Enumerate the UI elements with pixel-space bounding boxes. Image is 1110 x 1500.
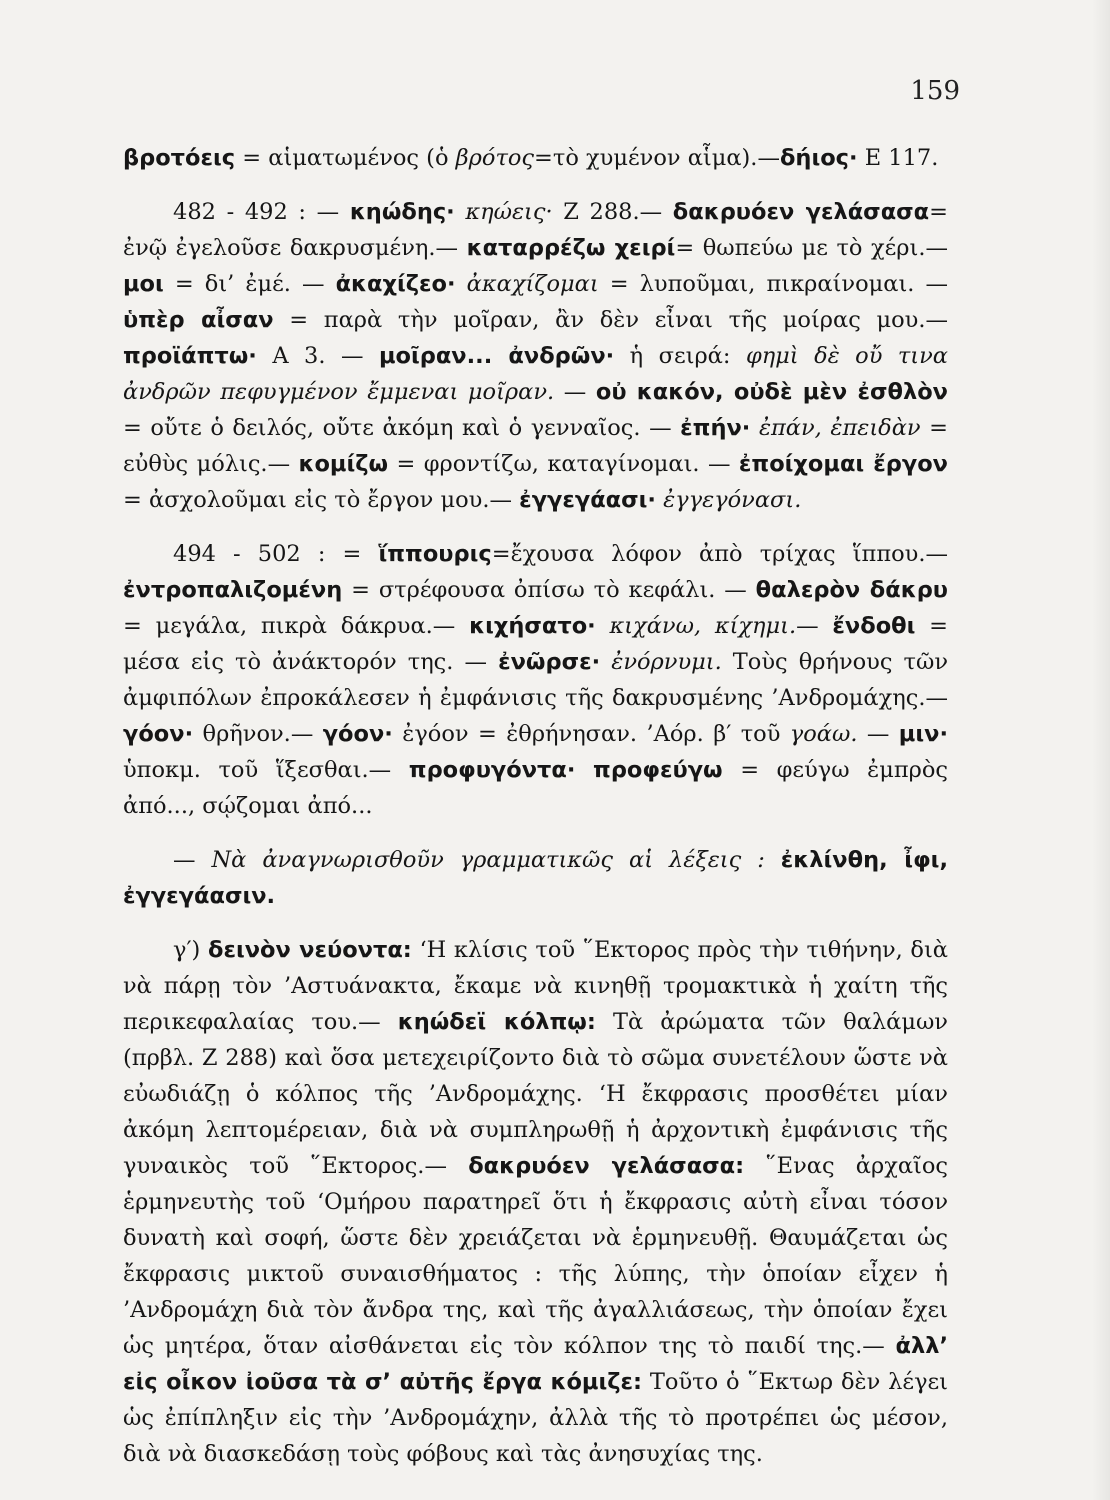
- lemma-heading: προφεύγω: [593, 757, 723, 783]
- lemma-heading: ἀλλ’ εἰς οἶκον ἰοῦσα τὰ σ’ αὐτῆς ἔργα κόμιζε:: [123, 1333, 948, 1395]
- gloss-text: [455, 199, 466, 225]
- lemma-heading: ἐπήν·: [680, 415, 751, 441]
- gloss-text: = δι’ ἐμέ. —: [163, 271, 336, 297]
- italic-form: ἐγγεγόνασι.: [663, 487, 802, 513]
- lemma-heading: καταρρέζω χειρί: [466, 235, 676, 261]
- gloss-text: =ἔχουσα λόφον ἀπὸ τρίχας ἵππου.—: [491, 541, 949, 567]
- gloss-text: ῞Ενας ἀρχαῖος ἑρμηνευτὴς τοῦ ‘Ομήρου παρατηρεῖ ὅτι ἡ ἔκφρασις αὐτὴ εἶναι τόσον δυνατὴ καὶ σοφή, ὥστε δὲν χρειάζεται νὰ ἑρμηνευθῇ. Θαυμάζεται ὡς ἔκφρασις μικτοῦ συναισθήματος : τῆς λύπης, τὴν ὁποίαν εἶχεν ἡ ’Ανδρομάχη διὰ τὸν ἄνδρα της, καὶ τῆς ἀγαλλιάσεως, τὴν ὁποίαν ἔχει ὡς μητέρα, ὅταν αἰσθάνεται εἰς τὸν κόλπον της τὸ παιδί της.—: [123, 1153, 949, 1359]
- gloss-text: γ′): [173, 937, 208, 963]
- lemma-heading: δήιος·: [779, 145, 858, 171]
- lemma-heading: γόον·: [322, 721, 393, 747]
- lemma-heading: προφυγόντα·: [408, 757, 576, 783]
- lemma-heading: κηώδης·: [349, 199, 455, 225]
- lemma-heading: οὐ κακόν, οὐδὲ μὲν ἐσθλὸν: [595, 379, 948, 405]
- lemma-heading: ἐγγεγάασι·: [519, 487, 656, 513]
- gloss-text: [575, 757, 593, 783]
- italic-form: κηώεις·: [465, 199, 553, 225]
- lemma-heading: ἐποίχομαι ἔργον: [738, 451, 949, 477]
- lemma-heading: δεινὸν νεύοντα:: [207, 937, 412, 963]
- gloss-text: = θωπεύω με τὸ χέρι.—: [675, 235, 949, 261]
- lemma-heading: ἐνῶρσε·: [498, 649, 601, 675]
- lemma-heading: ἵππουρις: [378, 541, 492, 567]
- gloss-text: [596, 613, 610, 639]
- italic-form: ἐπάν, ἐπειδὰν: [758, 415, 921, 441]
- gloss-text: Α 3. —: [256, 343, 379, 369]
- gloss-text: ἡ σειρά:: [614, 343, 746, 369]
- gloss-text: 494 - 502 : =: [173, 541, 379, 567]
- lemma-heading: δακρυόεν γελάσασα: [672, 199, 930, 225]
- lemma-heading: μοι: [123, 271, 164, 297]
- lemma-heading: γόον·: [123, 721, 194, 747]
- page-edge-shadow: [1092, 0, 1110, 1500]
- lemma-heading: κηώδεϊ κόλπῳ:: [397, 1009, 596, 1035]
- gloss-text: 482 - 492 : —: [173, 199, 350, 225]
- gloss-text: = αἱματωμένος (ὁ: [235, 145, 456, 171]
- gloss-text: —: [554, 379, 596, 405]
- gloss-text: θρῆνον.—: [193, 721, 323, 747]
- gloss-text: —: [857, 721, 899, 747]
- italic-form: βρότος: [455, 145, 535, 171]
- lemma-heading: ἀκαχίζεο·: [335, 271, 456, 297]
- gloss-text: Τοῦτο ὁ ῞Εκτωρ δὲν λέγει ὡς ἐπίπληξιν εἰς τὴν ’Ανδρομάχην, ἀλλὰ τῆς τὸ προτρέπει ὡς μέσον, διὰ νὰ διασκεδάσῃ τοὺς φόβους καὶ τὰς ἀνησυχίας της.: [123, 1369, 949, 1467]
- page-number: 159: [910, 76, 960, 106]
- lemma-heading: ὑπὲρ αἶσαν: [123, 307, 274, 333]
- lemma-heading: δακρυόεν γελάσασα:: [468, 1153, 745, 1179]
- lemma-heading: ἐντροπαλιζομένη: [123, 577, 343, 603]
- gloss-text: = μέσα εἰς τὸ ἀνάκτορόν της. —: [123, 613, 949, 675]
- gloss-text: ἐγόον = ἐθρήνησαν. ’Αόρ. β′ τοῦ: [392, 721, 790, 747]
- commentary-body: [123, 140, 948, 1490]
- gloss-text: = φροντίζω, καταγίνομαι. —: [388, 451, 739, 477]
- gloss-text: [750, 415, 759, 441]
- lemma-heading: ἔνδοθι: [832, 613, 916, 639]
- lemma-heading: μιν·: [898, 721, 948, 747]
- paragraph: [123, 194, 948, 518]
- lemma-heading: προϊάπτω·: [123, 343, 257, 369]
- italic-form: Νὰ ἀναγνωρισθοῦν γραμματικῶς αἱ λέξεις :: [211, 847, 765, 873]
- paragraph: [123, 842, 948, 914]
- gloss-text: = ἀσχολοῦμαι εἰς τὸ ἔργον μου.—: [123, 487, 520, 513]
- lemma-heading: θαλερὸν δάκρυ: [755, 577, 948, 603]
- paragraph: [123, 536, 948, 824]
- lemma-heading: βροτόεις: [123, 145, 236, 171]
- gloss-text: Τὰ ἀρώματα τῶν θαλάμων (πρβλ. Ζ 288) καὶ ὅσα μετεχειρίζοντο διὰ τὸ σῶμα συνετέλουν ὥστε νὰ εὐωδιάζῃ ὁ κόλπος τῆς ’Ανδρομάχης. ‘Η ἔκφρασις προσθέτει μίαν ἀκόμη λεπτομέρειαν, διὰ νὰ συμπληρωθῇ ἡ ἀρχοντικὴ ἐμφάνισις τῆς γυναικὸς τοῦ ῞Εκτορος.—: [123, 1009, 948, 1179]
- gloss-text: = μεγάλα, πικρὰ δάκρυα.—: [123, 613, 470, 639]
- gloss-text: = φεύγω ἐμπρὸς ἀπό..., σῴζομαι ἀπό...: [123, 757, 948, 819]
- lemma-heading: κομίζω: [298, 451, 389, 477]
- gloss-text: = λυποῦμαι, πικραίνομαι. —: [598, 271, 949, 297]
- italic-form: φημὶ δὲ οὔ τινα ἀνδρῶν πεφυγμένον ἔμμεναι μοῖραν.: [123, 343, 949, 405]
- gloss-text: = οὔτε ὁ δειλός, οὔτε ἀκόμη καὶ ὁ γενναῖος. —: [123, 415, 681, 441]
- paragraph: [123, 140, 948, 176]
- lemma-heading: μοῖραν... ἀνδρῶν·: [378, 343, 615, 369]
- gloss-text: =τὸ χυμένον αἷμα).—: [534, 145, 780, 171]
- gloss-text: ὑποκμ. τοῦ ἵξεσθαι.—: [123, 757, 409, 783]
- italic-form: γοάω.: [789, 721, 858, 747]
- gloss-text: = εὐθὺς μόλις.—: [123, 415, 948, 477]
- gloss-text: Ζ 288.—: [552, 199, 673, 225]
- italic-form: ἐνόρνυμι.: [611, 649, 722, 675]
- gloss-text: = ἐνῷ ἐγελοῦσε δακρυσμένη.—: [123, 199, 949, 261]
- gloss-text: Τοὺς θρήνους τῶν ἀμφιπόλων ἐπροκάλεσεν ἡ ἐμφάνισις τῆς δακρυσμένης ’Ανδρομάχης.—: [123, 649, 948, 711]
- gloss-text: = παρὰ τὴν μοῖραν, ἂν δὲν εἶναι τῆς μοίρας μου.—: [273, 307, 948, 333]
- gloss-text: = στρέφουσα ὀπίσω τὸ κεφάλι. —: [342, 577, 756, 603]
- gloss-text: Ε 117.: [857, 145, 939, 171]
- gloss-text: [456, 271, 467, 297]
- gloss-text: —: [796, 613, 833, 639]
- gloss-text: ‘Η κλίσις τοῦ ῞Εκτορος πρὸς τὴν τιθήνην, διὰ νὰ πάρῃ τὸν ’Αστυάνακτα, ἔκαμε νὰ κινηθῇ τρομακτικὰ ἡ χαίτη τῆς περικεφαλαίας του.—: [123, 937, 948, 1035]
- gloss-text: —: [173, 847, 212, 873]
- lemma-heading: ἐκλίνθη, ἶφι, ἐγγεγάασιν.: [123, 847, 948, 909]
- gloss-text: [600, 649, 611, 675]
- italic-form: ἀκαχίζομαι: [466, 271, 599, 297]
- italic-form: κιχάνω, κίχημι.: [609, 613, 797, 639]
- lemma-heading: κιχήσατο·: [469, 613, 596, 639]
- gloss-text: [765, 847, 781, 873]
- paragraph: [123, 932, 948, 1472]
